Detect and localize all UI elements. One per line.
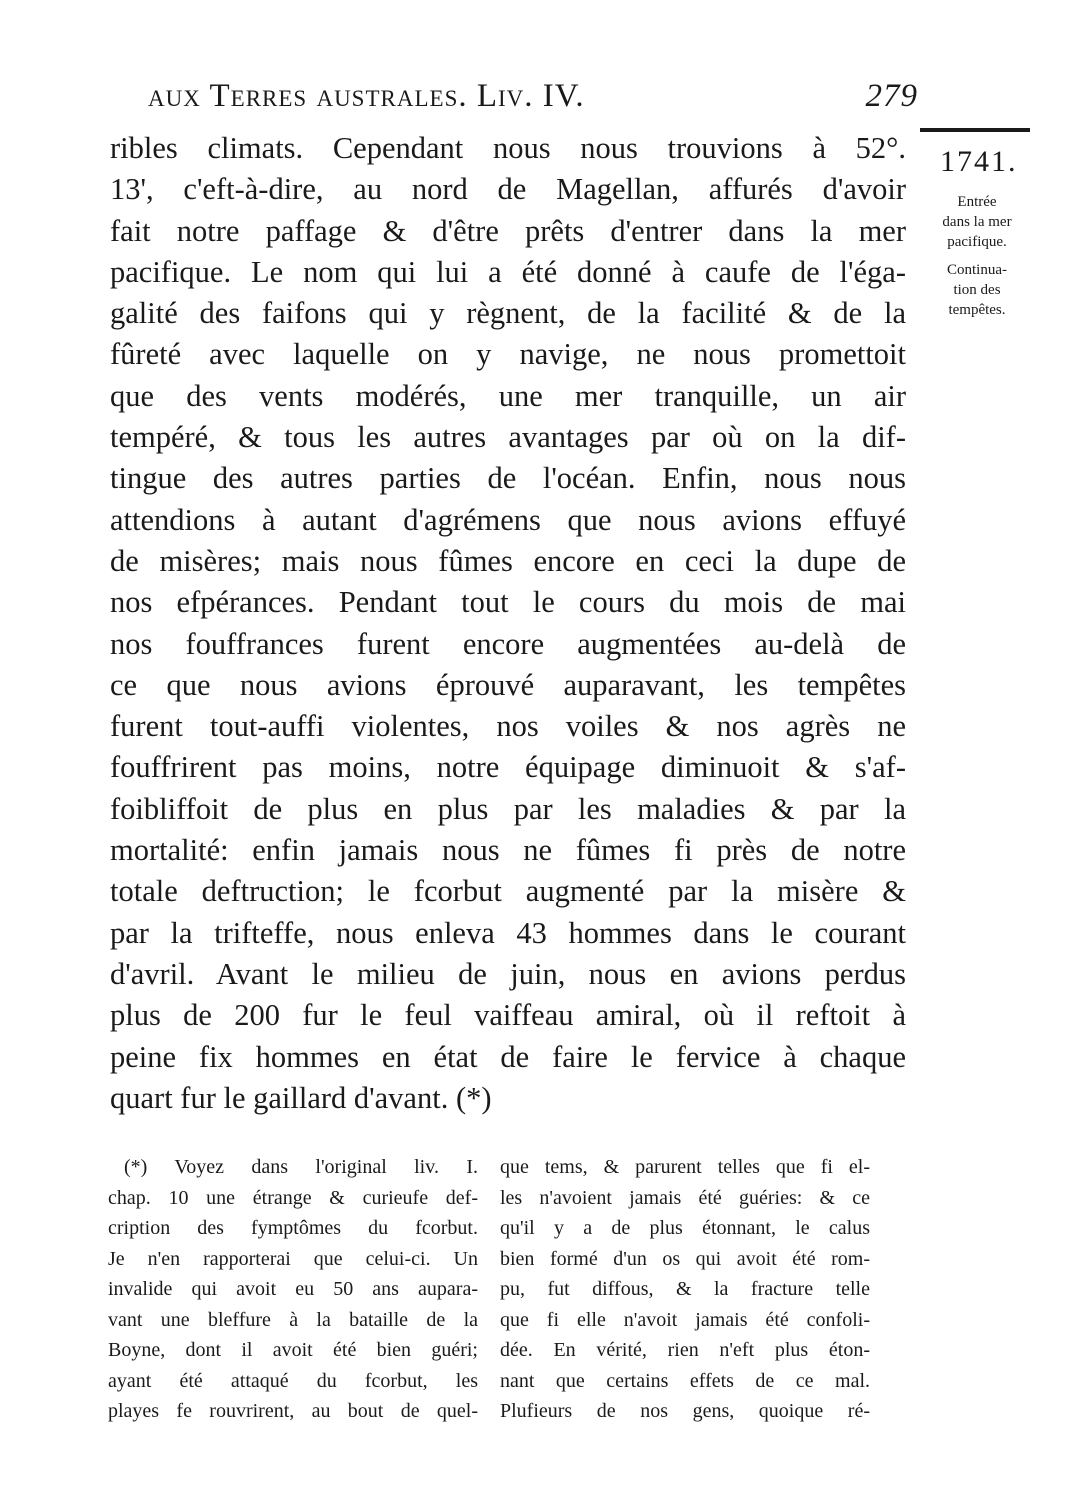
text-line: ce que nous avions éprouvé auparavant, les tempêtes [110,667,906,702]
text-line: pacifique. Le nom qui lui a été donné à caufe de l'éga- [110,254,906,289]
footnote-line: Je n'en rapporterai que celui-ci. Un [108,1247,478,1270]
text-line: fouffrirent pas moins, notre équipage diminuoit & s'af- [110,750,906,785]
sidenote-line: Continua- [947,262,1007,278]
footnote-right-column [500,1152,870,1427]
sidenote-line: dans la mer [942,214,1012,230]
text-line: de misères; mais nous fûmes encore en ceci la dupe de [110,543,906,578]
footnote-line: chap. 10 une étrange & curieufe def- [108,1186,478,1209]
text-line: totale deftruction; le fcorbut augmenté par la misère & [110,874,906,909]
footnote-line: que tems, & parurent telles que fi el- [500,1156,870,1178]
text-line: furent tout-auffi violentes, nos voiles & nos agrès ne [110,709,906,744]
text-line: galité des faifons qui y règnent, de la facilité & de la [110,296,906,331]
running-head [148,78,918,118]
margin-rule [920,128,1030,132]
footnote-line: les n'avoient jamais été guéries: & ce [500,1186,870,1209]
text-line: tingue des autres parties de l'océan. Enfin, nous nous [110,461,906,496]
text-line: mortalité: enfin jamais nous ne fûmes fi près de notre [110,833,906,868]
sidenote-line: Entrée [957,194,997,210]
footnote-line: que fi elle n'avoit jamais été confoli- [500,1308,870,1331]
footnote-line: (*) Voyez dans l'original liv. I. [124,1156,478,1178]
footnote-line: ayant été attaqué du fcorbut, les [108,1369,478,1392]
text-line: par la trifteffe, nous enleva 43 hommes dans le courant [110,915,906,950]
page-number: 279 [865,78,918,114]
text-line: nos fouffrances furent encore augmentées au-delà de [110,626,906,661]
text-line: fûreté avec laquelle on y navige, ne nous promettoit [110,337,906,372]
footnote-line: Boyne, dont il avoit été bien guéri; [108,1339,478,1361]
footnote-line: invalide qui avoit eu 50 ans aupara- [108,1278,478,1300]
text-line: fait notre paffage & d'être prêts d'entrer dans la mer [110,213,906,248]
footnote-line: vant une bleffure à la bataille de la [108,1308,478,1331]
sidenote-line: tempêtes. [948,302,1006,318]
footnote-line: bien formé d'un os qui avoit été rom- [500,1247,870,1270]
text-line: que des vents modérés, une mer tranquille, un air [110,378,906,413]
text-line: plus de 200 fur le feul vaiffeau amiral, où il reftoit à [110,998,906,1033]
text-line: ribles climats. Cependant nous nous trouvions à 52°. [110,131,906,165]
text-line: 13', c'eft-à-dire, au nord de Magellan, affurés d'avoir [110,172,906,207]
footnote-line: nant que certains effets de ce mal. [500,1369,870,1392]
sidenote-line: pacifique. [947,234,1007,250]
footnote-line: qu'il y a de plus étonnant, le calus [500,1217,870,1239]
footnote-line: Plufieurs de nos gens, quoique ré- [500,1400,870,1422]
text-line: attendions à autant d'agrémens que nous avions effuyé [110,502,906,537]
footnote-line: cription des fymptômes du fcorbut. [108,1217,478,1239]
footnote-line: playes fe rouvrirent, au bout de quel- [108,1400,478,1422]
main-text-body [110,128,906,1119]
margin-sidenote [922,192,1032,320]
text-line: foibliffoit de plus en plus par les maladies & par la [110,791,906,826]
running-head-title: aux Terres australes. Liv. IV. [148,78,585,114]
text-line: quart fur le gaillard d'avant. (*) [110,1080,492,1115]
margin-year: 1741. [940,145,1018,178]
footnote-line: pu, fut diffous, & la fracture telle [500,1278,870,1300]
text-line: nos efpérances. Pendant tout le cours du mois de mai [110,585,906,620]
text-line: tempéré, & tous les autres avantages par où on la dif- [110,420,906,455]
text-line: peine fix hommes en état de faire le fervice à chaque [110,1039,906,1074]
text-line: d'avril. Avant le milieu de juin, nous en avions perdus [110,956,906,991]
sidenote-line: tion des [953,282,1001,298]
footnote-line: dée. En vérité, rien n'eft plus éton- [500,1339,870,1361]
footnote-left-column [108,1152,478,1427]
